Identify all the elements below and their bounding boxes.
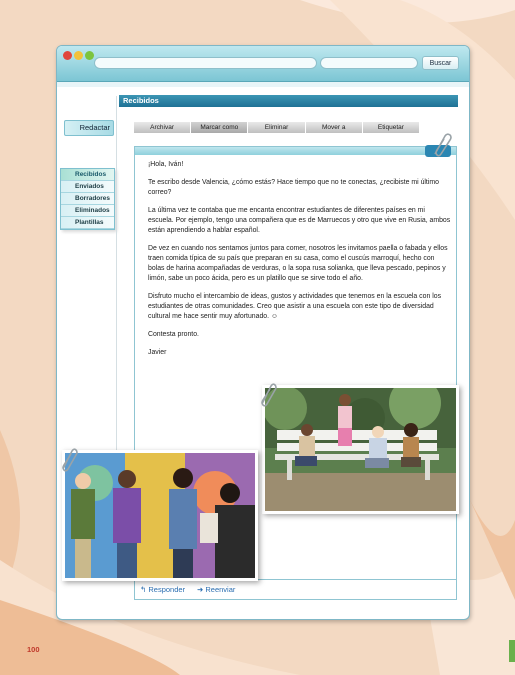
- move-to-button[interactable]: Mover a: [306, 122, 363, 133]
- search-button[interactable]: Buscar: [422, 56, 459, 70]
- message-body: [148, 160, 451, 366]
- folder-templates[interactable]: Plantillas: [61, 217, 114, 229]
- toolbar-stripe: [57, 82, 469, 87]
- compose-button[interactable]: Redactar: [64, 120, 114, 136]
- forward-label: Reenviar: [205, 585, 236, 594]
- folder-title-bar: Recibidos: [119, 95, 458, 107]
- message-toolbar: [134, 122, 420, 133]
- message-paragraph-2: La última vez te contaba que me encanta encontrar estudiantes de diferentes países en mi escuela. Por ejemplo, tengo una compañera que es de Marruecos y otro que vive en Rusia, ambos están aprendiendo a hablar español.: [148, 207, 451, 234]
- maximize-window-icon[interactable]: [85, 51, 94, 60]
- paper-clip-icon: [258, 382, 278, 408]
- page-number: 100: [27, 645, 40, 654]
- forward-button[interactable]: [197, 585, 235, 594]
- message-panel-header: [135, 147, 456, 155]
- folder-list: [60, 168, 115, 230]
- reply-label: Responder: [148, 585, 186, 594]
- paper-clip-icon: [59, 447, 79, 473]
- folder-trash[interactable]: Eliminados: [61, 205, 114, 217]
- title-bar: [57, 46, 469, 82]
- close-window-icon[interactable]: [63, 51, 72, 60]
- mark-as-button[interactable]: Marcar como: [191, 122, 248, 133]
- paper-clip-icon: [429, 132, 453, 158]
- message-paragraph-3: De vez en cuando nos sentamos juntos para comer, nosotros les invitamos paella o fabada y ellos traen comida típica de su país que preparan en su casa, como el cuscús marroquí, hecho con bolas de harina acompañadas de verduras, o la sopa rusa solianka, que lleva pescado, pepinos y limón, sabe un poco ácida, pero es un platillo que se sirve todo el año.: [148, 245, 448, 282]
- photo-students-talking: [62, 450, 258, 581]
- address-bar[interactable]: [94, 57, 317, 69]
- message-paragraph-1: Te escribo desde Valencia, ¿cómo estás? Hace tiempo que no te conectas, ¿recibiste mi último correo?: [148, 179, 439, 197]
- delete-button[interactable]: Eliminar: [248, 122, 305, 133]
- folder-inbox[interactable]: Recibidos: [61, 169, 114, 181]
- message-greeting: ¡Hola, Iván!: [148, 161, 184, 168]
- message-paragraph-4: Disfruto mucho el intercambio de ideas, gustos y actividades que tenemos en la escuela con los estudiantes de otras comunidades. Creo que asistir a una escuela con este tipo de diversidad cultural me hace sentir muy afortunado. ☺: [148, 292, 442, 320]
- message-closing: Contesta pronto.: [148, 330, 199, 338]
- forward-arrow-icon: ➜: [197, 585, 206, 594]
- reply-button[interactable]: [140, 585, 185, 594]
- folder-sent[interactable]: Enviados: [61, 181, 114, 193]
- search-input[interactable]: [320, 57, 418, 69]
- label-button[interactable]: Etiquetar: [363, 122, 420, 133]
- message-footer: [135, 579, 456, 599]
- photo-children-on-bench: [262, 385, 459, 514]
- folder-drafts[interactable]: Borradores: [61, 193, 114, 205]
- message-signature: Javier: [148, 349, 167, 357]
- archive-button[interactable]: Archivar: [134, 122, 191, 133]
- reply-arrow-icon: ↰: [140, 585, 149, 594]
- minimize-window-icon[interactable]: [74, 51, 83, 60]
- page-edge-tab: [509, 640, 515, 662]
